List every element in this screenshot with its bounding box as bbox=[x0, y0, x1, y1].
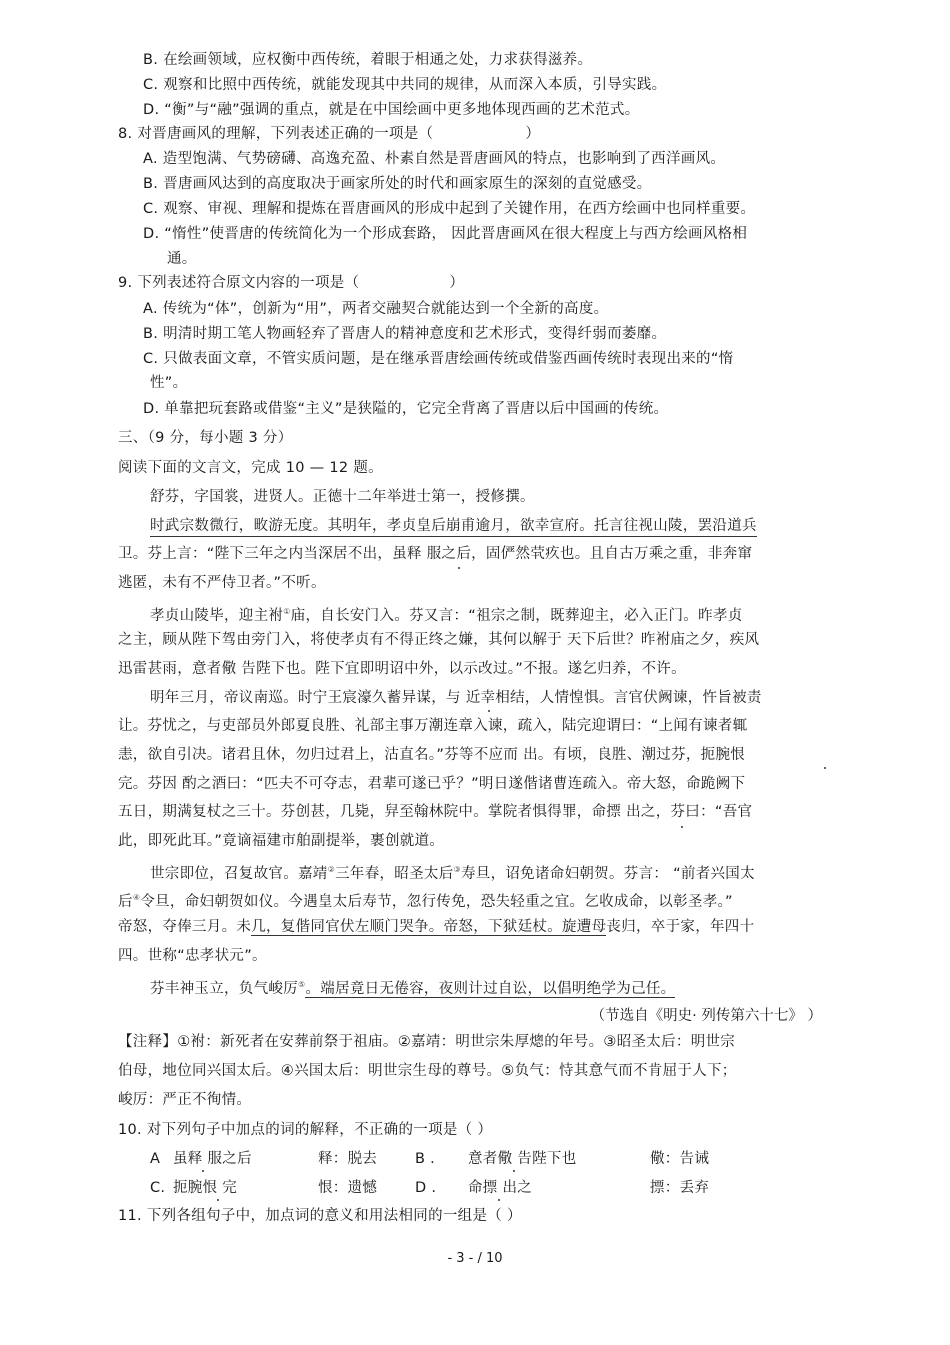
option-9c: C. 只做表面文章，不管实质问题，是在继承晋唐绘画传统或借鉴西画传统时表现出来的“惰 bbox=[143, 351, 734, 367]
notes-line3: 峻厉：严正不徇情。 bbox=[118, 1092, 252, 1108]
passage-text: 庙，自长安门入。芬又言：“祖宗之制，既葬迎主，必入正门。昨孝贞 bbox=[290, 607, 743, 624]
passage-p5-line2 bbox=[118, 888, 733, 912]
passage-text: 寿旦，诏免诸命妇朝贺。芬言： “前者兴国太 bbox=[460, 865, 755, 882]
passage-p2-line3: 逃匿，未有不严侍卫者。”不听。 bbox=[118, 575, 326, 591]
passage-source: （节选自《明史· 列传第六十七》 ） bbox=[590, 1008, 822, 1024]
emphasis-dot bbox=[513, 1170, 515, 1172]
option-10a-label: A bbox=[150, 1151, 161, 1167]
option-8a: A. 造型饱满、气势磅礴、高逸充盈、朴素自然是晋唐画风的特点，也影响到了西洋画风。 bbox=[143, 151, 726, 167]
emphasis-dot bbox=[488, 710, 490, 712]
option-10b-label: B . bbox=[415, 1151, 436, 1167]
passage-p2-line1: 时武宗数微行，畋游无度。其明年，孝贞皇后崩甫逾月，欲幸宣府。托言往视山陵，罢沿道兵 bbox=[150, 516, 757, 537]
answer-blank[interactable] bbox=[359, 275, 449, 291]
question-9-text: 9. 下列表述符合原文内容的一项是（ bbox=[118, 275, 360, 291]
option-10a-text: 虽释 服之后 bbox=[173, 1151, 252, 1167]
emphasis-dot bbox=[824, 767, 826, 769]
footnote-marker: ⑤ bbox=[298, 980, 306, 989]
passage-p1: 舒芬，字国裳，进贤人。正德十二年举进士第一，授修撰。 bbox=[150, 489, 535, 505]
option-7b: B. 在绘画领域，应权衡中西传统，着眼于相通之处，力求获得滋养。 bbox=[143, 52, 593, 68]
passage-text: 帝怒，夺俸三月。未 bbox=[118, 919, 252, 935]
underlined-text: 。端居竟日无倦容，夜则计过自讼，以倡明绝学为己任。 bbox=[305, 980, 676, 997]
passage-p6 bbox=[150, 975, 675, 999]
passage-text: 世宗即位，召复故官。嘉靖 bbox=[150, 865, 328, 882]
option-10d-gloss: 摽：丢弃 bbox=[650, 1180, 710, 1196]
emphasis-dot bbox=[498, 1199, 500, 1201]
underlined-text: 几，复偕同官伏左顺门哭争。帝怒，下狱廷杖。旋遭母 bbox=[251, 919, 607, 935]
page-number: - 3 - / 10 bbox=[447, 1251, 503, 1266]
passage-p3-line3: 迅雷甚雨，意者儆 告陛下也。陛下宜即明诏中外，以示改过。”不报。遂乞归养，不许。 bbox=[118, 661, 686, 677]
option-10a-gloss: 释：脱去 bbox=[318, 1151, 378, 1167]
option-8c: C. 观察、审视、理解和提炼在晋唐画风的形成中起到了关键作用，在西方绘画中也同样重要。 bbox=[143, 201, 756, 217]
passage-text: 丧归，卒于家，年四十 bbox=[606, 919, 755, 935]
option-9d: D. 单靠把玩套路或借鉴“主义”是狭隘的，它完全背离了晋唐以后中国画的传统。 bbox=[143, 401, 669, 417]
passage-p3-line1 bbox=[150, 602, 743, 626]
option-8d: D. “惰性”使晋唐的传统简化为一个形成套路， 因此晋唐画风在很大程度上与西方绘画风格相 bbox=[143, 226, 748, 242]
emphasis-dot bbox=[458, 567, 460, 569]
emphasis-dot bbox=[681, 826, 683, 828]
passage-p5-line1 bbox=[150, 860, 755, 884]
question-9-stem bbox=[118, 273, 464, 293]
passage-text: 三年春，昭圣太后 bbox=[335, 865, 454, 882]
emphasis-dot bbox=[202, 1170, 204, 1172]
option-10d-text: 命摽 出之 bbox=[468, 1180, 533, 1196]
passage-text: 芬丰神玉立，负气峻厉 bbox=[150, 980, 298, 997]
answer-blank[interactable] bbox=[433, 126, 525, 142]
option-9a: A. 传统为“体”，创新为“用”，两者交融契合就能达到一个全新的高度。 bbox=[143, 301, 609, 317]
question-9-close: ） bbox=[449, 275, 465, 291]
option-7c: C. 观察和比照中西传统，就能发现其中共同的规律，从而深入本质，引导实践。 bbox=[143, 77, 667, 93]
question-10-stem: 10. 对下列句子中加点的词的解释，不正确的一项是（ ） bbox=[118, 1122, 493, 1138]
footnote-marker: ② bbox=[327, 865, 336, 874]
emphasis-dot bbox=[217, 1199, 219, 1201]
passage-p2-line2: 卫。芬上言：“陛下三年之内当深居不出，虽释 服之后，固俨然茕疚也。且自古万乘之重，非奔窜 bbox=[118, 546, 753, 562]
option-10c-text: 扼腕恨 完 bbox=[173, 1180, 238, 1196]
passage-p5-line4: 四。世称“忠孝状元”。 bbox=[118, 948, 267, 964]
option-10b-text: 意者儆 告陛下也 bbox=[468, 1151, 577, 1167]
option-7d: D. “衡”与“融”强调的重点，就是在中国绘画中更多地体现西画的艺术范式。 bbox=[143, 102, 640, 118]
footnote-marker: ④ bbox=[132, 893, 141, 902]
passage-p4-line1: 明年三月，帝议南巡。时宁王宸濠久蓄异谋，与 近幸相结，人情惶惧。言官伏阙谏，忤旨被责 bbox=[150, 690, 762, 706]
passage-p3-line2: 之主，顾从陛下驾由旁门入，将使孝贞有不得正终之嫌，其何以解于 天下后世？昨袝庙之夕，疾风 bbox=[118, 632, 760, 648]
option-10b-gloss: 儆：告诫 bbox=[650, 1151, 710, 1167]
option-9b: B. 明清时期工笔人物画轻弃了晋唐人的精神意度和艺术形式，变得纤弱而萎靡。 bbox=[143, 326, 667, 342]
section-instruction: 阅读下面的文言文，完成 10 — 12 题。 bbox=[118, 460, 383, 476]
passage-p4-line6: 此，即死此耳。”竟谪福建市舶副提举，裹创就道。 bbox=[118, 833, 445, 849]
option-8d-cont: 通。 bbox=[167, 251, 197, 267]
notes-line1: 【注释】①袝：新死者在安葬前祭于祖庙。②嘉靖：明世宗朱厚熜的年号。③昭圣太后：明世宗 bbox=[118, 1034, 736, 1050]
notes-line2: 伯母，地位同兴国太后。④兴国太后：明世宗生母的尊号。⑤负气：恃其意气而不肯屈于人下； bbox=[118, 1063, 737, 1079]
option-9c-cont: 性”。 bbox=[150, 375, 188, 391]
question-11-stem: 11. 下列各组句子中，加点词的意义和用法相同的一组是（ ） bbox=[118, 1208, 522, 1224]
passage-p4-line2: 让。芬忧之，与吏部员外郎夏良胜、礼部主事万潮连章入谏，疏入，陆完迎谓曰：“上闻有谏者辄 bbox=[118, 718, 748, 734]
option-10c-label: C. bbox=[150, 1180, 166, 1196]
question-8-close: ） bbox=[525, 126, 541, 142]
passage-p4-line3: 恚，欲自引决。诸君且休，勿归过君上，沽直名。”芬等不应而 出。有顷，良胜、潮过芬，扼腕恨 bbox=[118, 747, 746, 763]
question-8-text: 8. 对晋唐画风的理解，下列表述正确的一项是（ bbox=[118, 126, 434, 142]
section-header: 三、（9 分，每小题 3 分） bbox=[118, 430, 293, 446]
footnote-marker: ① bbox=[283, 607, 291, 616]
passage-text: 令旦，命妇朝贺如仪。今遇皇太后寿节，忽行传免，恐失轻重之宜。乞收成命，以彰圣孝。” bbox=[140, 893, 733, 910]
passage-p4-line5: 五日，期满复杖之三十。芬创甚，几毙，舁至翰林院中。掌院者惧得罪，命摽 出之，芬曰：“吾官 bbox=[118, 804, 753, 820]
option-8b: B. 晋唐画风达到的高度取决于画家所处的时代和画家原生的深刻的直觉感受。 bbox=[143, 176, 652, 192]
passage-text: 孝贞山陵毕，迎主袝 bbox=[150, 607, 284, 624]
option-10c-gloss: 恨：遗憾 bbox=[318, 1180, 378, 1196]
option-10d-label: D . bbox=[415, 1180, 437, 1196]
passage-p4-line4: 完。芬因 酌之酒曰：“匹夫不可夺志，君辈可遂已乎？”明日遂偕诸曹连疏入。帝大怒，命跪阙下 bbox=[118, 776, 746, 792]
question-8-stem bbox=[118, 124, 540, 144]
passage-p5-line3 bbox=[118, 917, 754, 937]
passage-text: 后 bbox=[118, 893, 133, 910]
footnote-marker: ③ bbox=[453, 865, 461, 874]
